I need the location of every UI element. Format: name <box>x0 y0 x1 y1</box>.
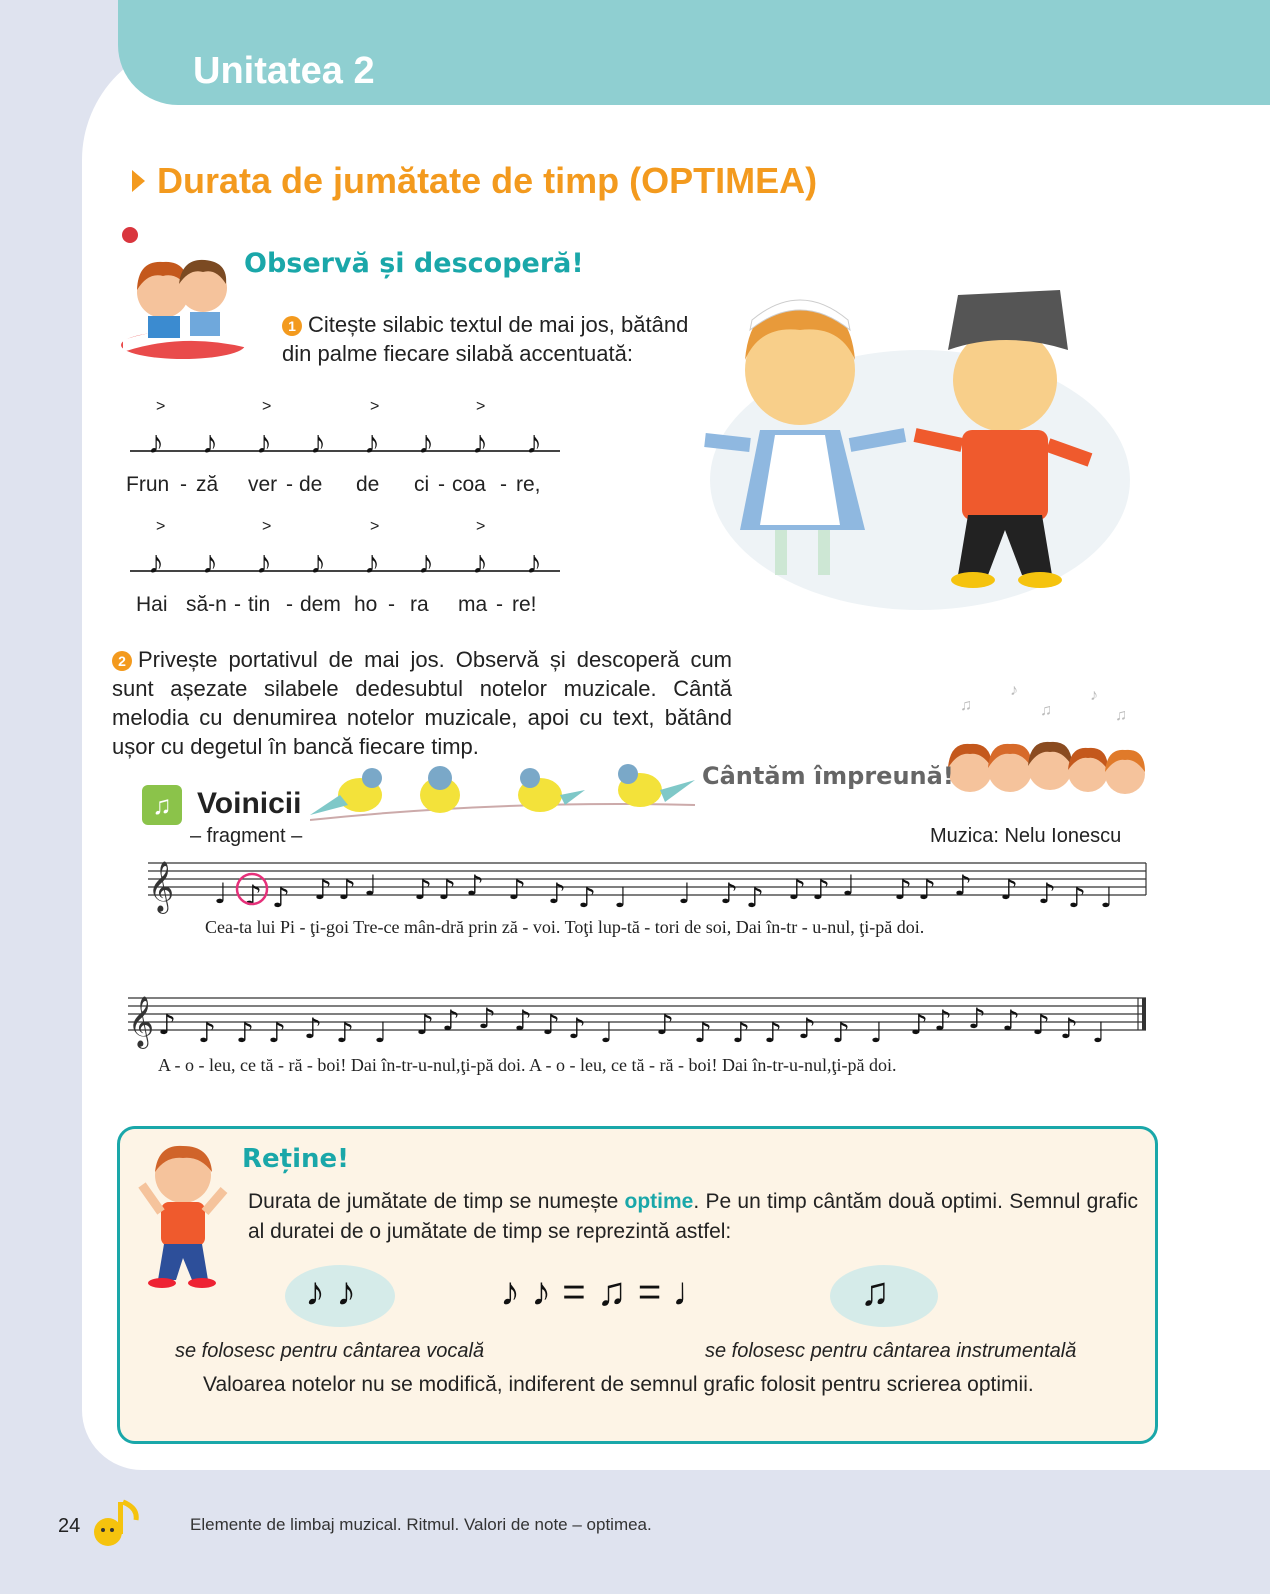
svg-text:♪: ♪ <box>568 1012 586 1045</box>
svg-text:♪: ♪ <box>272 881 290 914</box>
section-title <box>132 160 817 202</box>
eighth-note-icon: ♪ <box>148 424 164 460</box>
svg-text:♪: ♪ <box>1000 873 1018 906</box>
triangle-bullet-icon <box>132 170 145 192</box>
eighth-note-icon: ♪ <box>472 424 488 460</box>
task2-instruction <box>112 645 732 761</box>
svg-text:♪: ♪ <box>1038 877 1056 910</box>
birds-on-branch-illustration <box>310 750 700 840</box>
syllable: să-n <box>186 593 227 616</box>
svg-text:♩: ♩ <box>678 877 692 910</box>
svg-text:♪: ♪ <box>578 881 596 914</box>
eighth-note-icon: ♪ <box>202 544 218 580</box>
svg-text:♪: ♪ <box>910 1008 928 1041</box>
syllable: - <box>438 473 445 496</box>
svg-text:♪: ♪ <box>478 1002 496 1035</box>
eighth-note-icon: ♪ <box>202 424 218 460</box>
syllable: - <box>496 593 503 616</box>
svg-text:♪: ♪ <box>466 869 484 902</box>
eighth-note-icon: ♪ <box>472 544 488 580</box>
instrumental-caption: se folosesc pentru cântarea instrumentală <box>705 1340 1077 1362</box>
svg-text:♩: ♩ <box>214 877 228 910</box>
eighth-note-icon: ♪ <box>310 544 326 580</box>
syllable: - <box>500 473 507 496</box>
syllable: de <box>356 473 380 496</box>
eighth-note-icon: ♪ <box>256 544 272 580</box>
svg-text:♪: ♪ <box>788 873 806 906</box>
vocal-eighth-notes-icon: ♪ ♪ <box>305 1270 357 1314</box>
syllable: ra <box>410 593 429 616</box>
svg-text:♫: ♫ <box>1115 707 1127 724</box>
syllable: - <box>234 593 241 616</box>
svg-text:♪: ♪ <box>934 1004 952 1037</box>
svg-text:♪: ♪ <box>832 1016 850 1049</box>
cantam-impreuna-label: Cântăm împreună! <box>702 762 954 790</box>
syllable: ză <box>196 473 219 496</box>
svg-text:♪: ♪ <box>1090 687 1098 704</box>
rhythm-line <box>130 450 560 452</box>
svg-text:♪: ♪ <box>812 873 830 906</box>
eighth-note-icon: ♪ <box>526 544 542 580</box>
svg-text:♫: ♫ <box>1040 702 1052 719</box>
task2-text: Privește portativul de mai jos. Observă și descoperă cum sunt așezate silabele dedesubtul notelor muzicale. Cântă melodia cu denumirea notelor muzicale, apoi cu text, bătând ușor cu degetul în bancă fiecare timp. <box>112 647 732 759</box>
beamed-eighth-notes-icon: ♫ <box>860 1270 890 1314</box>
svg-text:♩: ♩ <box>364 869 378 902</box>
accent-mark: > <box>370 518 380 535</box>
retine-text-part: . Pe un timp cântăm două optimi. Semnul grafic al duratei de o jumătate de timp se reprezintă astfel: <box>248 1190 1139 1243</box>
svg-text:♪: ♪ <box>894 873 912 906</box>
syllable: Hai <box>136 593 168 616</box>
svg-text:♩: ♩ <box>374 1016 388 1049</box>
syllable: ho <box>354 593 378 616</box>
eighth-note-icon: ♪ <box>364 544 380 580</box>
syllable: re, <box>516 473 541 496</box>
rhythm-line <box>130 570 560 572</box>
svg-text:♪: ♪ <box>954 869 972 902</box>
svg-text:♪: ♪ <box>338 873 356 906</box>
svg-text:♪: ♪ <box>442 1004 460 1037</box>
svg-text:♪: ♪ <box>968 1002 986 1035</box>
syllable: coa <box>452 473 486 496</box>
svg-text:♩: ♩ <box>1092 1016 1106 1049</box>
kids-reading-illustration <box>108 220 258 370</box>
accent-mark: > <box>262 518 272 535</box>
svg-text:♪: ♪ <box>304 1012 322 1045</box>
svg-text:♪: ♪ <box>1002 1004 1020 1037</box>
eighth-note-equation: ♪ ♪ = ♫ = ♩ <box>500 1270 713 1314</box>
syllable: ver <box>248 473 278 496</box>
svg-text:♪: ♪ <box>244 879 262 912</box>
song-lyrics-2: A - o - leu, ce tă - ră - boi! Dai în-tr-u-nul,ţi-pă doi. A - o - leu, ce tă - ră - boi! Dai în-tr-u-nul,ţi-pă doi. <box>158 1055 897 1075</box>
task1-instruction <box>282 310 722 368</box>
note-value-statement: Valoarea notelor nu se modifică, indiferent de semnul grafic folosit pentru scrierea optimii. <box>203 1373 1034 1396</box>
accent-mark: > <box>476 398 486 415</box>
eighth-note-icon: ♪ <box>310 424 326 460</box>
svg-text:♪: ♪ <box>732 1016 750 1049</box>
accent-mark: > <box>262 398 272 415</box>
syllable: - <box>180 473 187 496</box>
song-title: Voinicii <box>197 787 302 820</box>
syllable: de <box>299 473 323 496</box>
svg-text:𝄞: 𝄞 <box>148 861 175 912</box>
song-lyrics-1: Cea-ta lui Pi - ţi-goi Tre-ce mân-dră prin ză - voi. Toţi lup-tă - tori de soi, Dai în-tr - u-nul, ţi-pă doi. <box>205 917 925 937</box>
svg-text:♪: ♪ <box>720 877 738 910</box>
svg-text:♪: ♪ <box>694 1016 712 1049</box>
svg-text:♪: ♪ <box>548 877 566 910</box>
svg-text:♪: ♪ <box>542 1008 560 1041</box>
music-note-icon: ♫ <box>142 785 182 825</box>
syllable: - <box>286 593 293 616</box>
task1-text: Citește silabic textul de mai jos, bătând din palme fiecare silabă accentuată: <box>282 312 689 366</box>
song-composer: Muzica: Nelu Ionescu <box>930 825 1122 847</box>
music-staff-2 <box>128 990 1148 1050</box>
eighth-note-icon: ♪ <box>256 424 272 460</box>
svg-text:♪: ♪ <box>314 873 332 906</box>
singing-children-illustration <box>940 680 1160 810</box>
eighth-note-icon: ♪ <box>418 424 434 460</box>
svg-text:♪: ♪ <box>438 873 456 906</box>
syllable: - <box>286 473 293 496</box>
accent-mark: > <box>370 398 380 415</box>
retine-text-part: Durata de jumătate de timp se numește <box>248 1190 625 1213</box>
accent-mark: > <box>156 398 166 415</box>
svg-text:♪: ♪ <box>764 1016 782 1049</box>
song-fragment-label: – fragment – <box>190 825 303 847</box>
syllable: Frun <box>126 473 170 496</box>
eighth-note-icon: ♪ <box>526 424 542 460</box>
svg-text:♪: ♪ <box>268 1016 286 1049</box>
svg-text:𝄞: 𝄞 <box>128 996 155 1047</box>
accent-mark: > <box>156 518 166 535</box>
retine-title: Reține! <box>242 1144 349 1174</box>
syllable: ci <box>414 473 430 496</box>
svg-text:♪: ♪ <box>1032 1008 1050 1041</box>
svg-text:♩: ♩ <box>600 1016 614 1049</box>
svg-text:♪: ♪ <box>1010 682 1018 699</box>
task1-number: 1 <box>282 316 302 336</box>
svg-text:♪: ♪ <box>414 873 432 906</box>
observa-subtitle: Observă și descoperă! <box>244 248 584 279</box>
syllable: tin <box>248 593 271 616</box>
svg-text:♪: ♪ <box>236 1016 254 1049</box>
svg-text:♩: ♩ <box>870 1016 884 1049</box>
syllable: - <box>388 593 395 616</box>
svg-text:♩: ♩ <box>1100 881 1114 914</box>
svg-text:♪: ♪ <box>416 1008 434 1041</box>
svg-text:♪: ♪ <box>656 1008 674 1041</box>
task2-number: 2 <box>112 651 132 671</box>
keyword-optime: optime <box>624 1190 694 1213</box>
eighth-note-icon: ♪ <box>148 544 164 580</box>
rhythm-line-1 <box>130 398 560 478</box>
svg-text:♪: ♪ <box>746 881 764 914</box>
page-number: 24 <box>58 1515 81 1537</box>
note-mascot-icon <box>88 1498 143 1548</box>
svg-text:♪: ♪ <box>508 873 526 906</box>
eighth-note-icon: ♪ <box>364 424 380 460</box>
section-title-text: Durata de jumătate de timp (OPTIMEA) <box>157 160 818 201</box>
svg-text:♪: ♪ <box>198 1016 216 1049</box>
dancing-children-illustration <box>690 270 1130 620</box>
svg-text:♩: ♩ <box>614 881 628 914</box>
eighth-note-icon: ♪ <box>418 544 434 580</box>
footer-text: Elemente de limbaj muzical. Ritmul. Valori de note – optimea. <box>190 1515 652 1534</box>
svg-text:♪: ♪ <box>1068 881 1086 914</box>
accent-mark: > <box>476 518 486 535</box>
svg-text:♫: ♫ <box>960 697 972 714</box>
svg-text:♪: ♪ <box>918 873 936 906</box>
rhythm-line-2 <box>130 518 560 598</box>
boy-thumbs-up-illustration <box>136 1140 231 1290</box>
svg-text:♪: ♪ <box>798 1012 816 1045</box>
unit-title: Unitatea 2 <box>193 50 375 92</box>
svg-text:♪: ♪ <box>514 1004 532 1037</box>
vocal-caption: se folosesc pentru cântarea vocală <box>175 1340 485 1362</box>
retine-text <box>248 1187 1138 1247</box>
syllable: ma <box>458 593 488 616</box>
svg-text:♪: ♪ <box>1060 1012 1078 1045</box>
music-staff-1 <box>148 855 1148 915</box>
svg-text:♪: ♪ <box>158 1008 176 1041</box>
svg-text:♩: ♩ <box>842 869 856 902</box>
syllable: dem <box>300 593 341 616</box>
svg-text:♪: ♪ <box>336 1016 354 1049</box>
syllable: re! <box>512 593 537 616</box>
